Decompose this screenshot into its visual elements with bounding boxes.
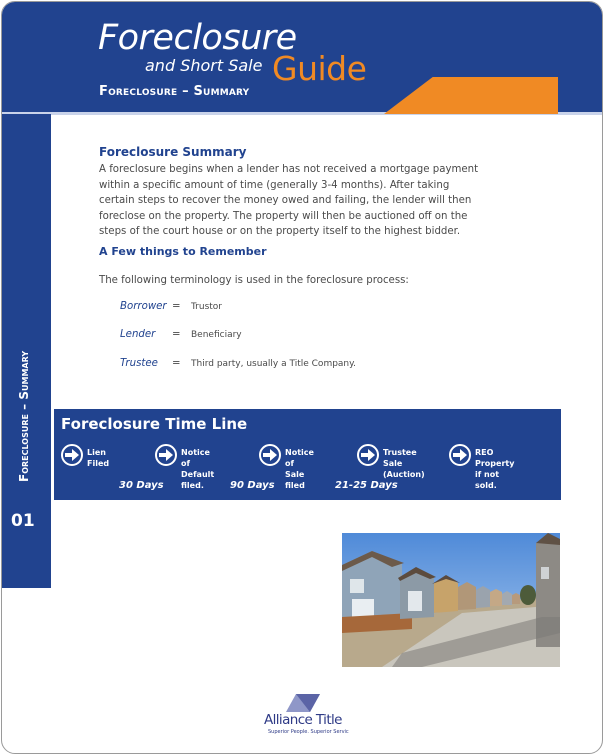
logo-tagline: Superior People. Superior Servic xyxy=(268,729,349,735)
sidebar-section-label: Foreclosure – Summary xyxy=(17,350,31,482)
summary-line: certain steps to recover the money owed and failing, the lender will then xyxy=(99,195,472,206)
summary-line: A foreclosure begins when a lender has not received a mortgage payment xyxy=(99,164,479,175)
alliance-title-logo xyxy=(264,694,348,740)
timeline-step-label: Notice of Sale filed xyxy=(285,448,314,490)
guide-title: Foreclosure xyxy=(98,18,297,58)
summary-paragraph xyxy=(99,162,489,240)
page-number: 01 xyxy=(11,511,35,531)
guide-subtitle: and Short Sale xyxy=(145,56,263,75)
term-definition: Third party, usually a Title Company. xyxy=(191,359,357,369)
timeline-duration: 90 Days xyxy=(230,480,275,491)
arrow-right-icon xyxy=(449,444,471,466)
term-equals: = xyxy=(172,301,181,312)
neighborhood-photo xyxy=(342,533,560,667)
timeline-duration: 30 Days xyxy=(119,480,164,491)
term-name: Borrower xyxy=(120,301,167,312)
timeline-step-label: REO Property if not sold. xyxy=(475,448,515,490)
timeline-title: Foreclosure Time Line xyxy=(61,415,248,433)
summary-heading: Foreclosure Summary xyxy=(99,145,247,159)
term-definition: Trustor xyxy=(191,302,223,312)
term-equals: = xyxy=(172,358,181,369)
arrow-right-icon xyxy=(259,444,281,466)
term-equals: = xyxy=(172,329,181,340)
alliance-title-logo-icon xyxy=(284,694,322,712)
term-name: Lender xyxy=(120,329,156,340)
timeline-duration: 21-25 Days xyxy=(335,480,398,491)
foreclosure-timeline xyxy=(54,409,561,500)
term-name: Trustee xyxy=(120,358,158,369)
summary-line: steps of the court house or on the property itself to the highest bidder. xyxy=(99,226,461,237)
guide-title-accent: Guide xyxy=(272,49,367,88)
timeline-step-label: Notice of Default filed. xyxy=(181,448,215,490)
arrow-right-icon xyxy=(155,444,177,466)
arrow-right-icon xyxy=(357,444,379,466)
term-definition: Beneficiary xyxy=(191,330,242,340)
remember-heading: A Few things to Remember xyxy=(99,245,267,258)
logo-name: Alliance Title xyxy=(264,712,342,728)
section-title: Foreclosure – Summary xyxy=(99,84,250,99)
timeline-step-label: Lien Filed xyxy=(87,448,110,468)
timeline-step-label: Trustee Sale (Auction) xyxy=(383,448,425,479)
arrow-right-icon xyxy=(61,444,83,466)
sidebar xyxy=(2,114,51,588)
terminology-intro: The following terminology is used in the foreclosure process: xyxy=(99,275,409,286)
page xyxy=(1,1,603,754)
summary-line: foreclose on the property. The property will then be auctioned off on the xyxy=(99,210,468,222)
summary-line: within a specific amount of time (generally 3-4 months). After taking xyxy=(99,179,450,191)
